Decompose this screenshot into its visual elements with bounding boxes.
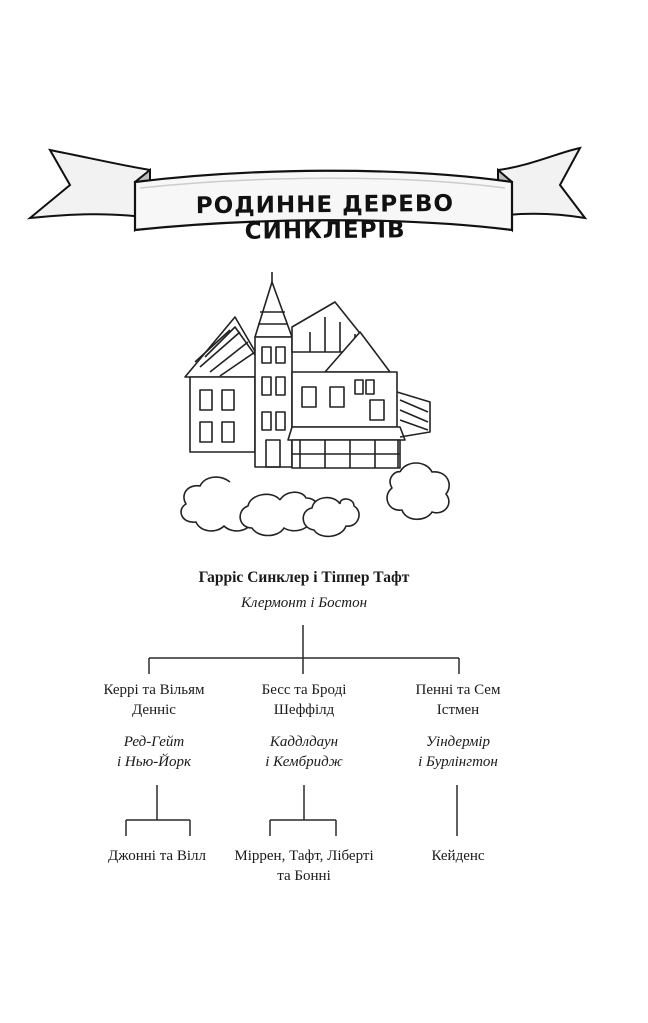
child-family-place: Каддлдаун і Кембридж: [265, 734, 343, 770]
grandchildren-names: Міррен, Тафт, Ліберті та Бонні: [234, 848, 374, 884]
grandchildren-names: Кейденс: [431, 848, 485, 864]
child-family-name: Пенні та Сем Істмен: [415, 682, 501, 718]
grandchildren-names: Джонні та Вілл: [108, 848, 206, 864]
child-family-name: Бесс та Броді Шеффілд: [261, 682, 347, 718]
child-family-name: Керрі та Вільям Денніс: [103, 682, 205, 718]
page-title: РОДИННЕ ДЕРЕВО СИНКЛЕРІВ: [195, 190, 455, 245]
child-family-place: Ред-Гейт і Нью-Йорк: [117, 734, 191, 770]
child-family-place: Уіндермір і Бурлінгтон: [418, 734, 498, 770]
root-couple-name: Гарріс Синклер і Тіппер Тафт: [198, 569, 410, 586]
root-couple-place: Клермонт і Бостон: [240, 595, 368, 611]
